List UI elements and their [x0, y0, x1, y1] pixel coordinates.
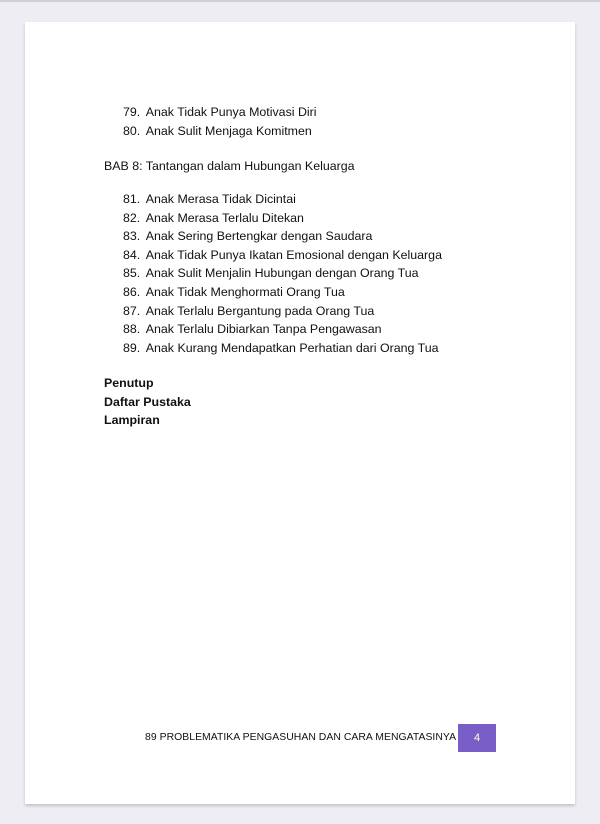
toc-item-title: Anak Kurang Mendapatkan Perhatian dari Orang Tua [145, 340, 439, 355]
section-lampiran: Lampiran [104, 413, 160, 428]
toc-item-title: Anak Tidak Punya Ikatan Emosional dengan Keluarga [145, 247, 442, 262]
toc-item-number: 87. [123, 303, 141, 318]
toc-item-number: 86. [123, 284, 141, 299]
toc-item-number: 84. [123, 247, 141, 262]
toc-item-number: 80. [123, 123, 141, 138]
toc-item [123, 302, 442, 321]
toc-item [123, 283, 442, 302]
end-sections [104, 374, 191, 430]
toc-list-part2 [123, 190, 442, 357]
toc-item [123, 209, 442, 228]
toc-item-number: 81. [123, 192, 141, 206]
toc-item [123, 227, 442, 246]
toc-item [123, 246, 442, 265]
toc-item-title: Anak Sulit Menjaga Komitmen [145, 123, 312, 138]
toc-item-title: Anak Tidak Menghormati Orang Tua [145, 284, 345, 299]
toc-item [123, 264, 442, 283]
toc-item [123, 103, 317, 122]
toc-item-number: 83. [123, 229, 141, 244]
footer-book-title: 89 PROBLEMATIKA PENGASUHAN DAN CARA MENGATASINYA [145, 732, 457, 743]
toc-item-title: Anak Tidak Punya Motivasi Diri [145, 105, 317, 119]
toc-item-title: Anak Terlalu Bergantung pada Orang Tua [145, 303, 375, 318]
toc-item [123, 320, 442, 339]
page-number-badge: 4 [458, 724, 496, 752]
chapter-heading: BAB 8: Tantangan dalam Hubungan Keluarga [104, 159, 355, 173]
toc-item-title: Anak Terlalu Dibiarkan Tanpa Pengawasan [145, 322, 382, 337]
toc-item-number: 82. [123, 210, 141, 225]
section-daftar-pustaka: Daftar Pustaka [104, 394, 191, 409]
section-penutup: Penutup [104, 376, 154, 390]
toc-list-part1 [123, 103, 317, 140]
toc-item [123, 339, 442, 358]
toc-item-title: Anak Sering Bertengkar dengan Saudara [145, 229, 373, 244]
toc-item [123, 122, 317, 141]
toc-item [123, 190, 442, 209]
document-page [25, 22, 575, 804]
toc-item-number: 79. [123, 105, 141, 119]
toc-item-number: 88. [123, 322, 141, 337]
toc-item-number: 89. [123, 340, 141, 355]
toc-item-title: Anak Merasa Terlalu Ditekan [145, 210, 304, 225]
toc-item-number: 85. [123, 266, 141, 281]
toc-item-title: Anak Merasa Tidak Dicintai [145, 192, 296, 206]
toc-item-title: Anak Sulit Menjalin Hubungan dengan Orang Tua [145, 266, 419, 281]
